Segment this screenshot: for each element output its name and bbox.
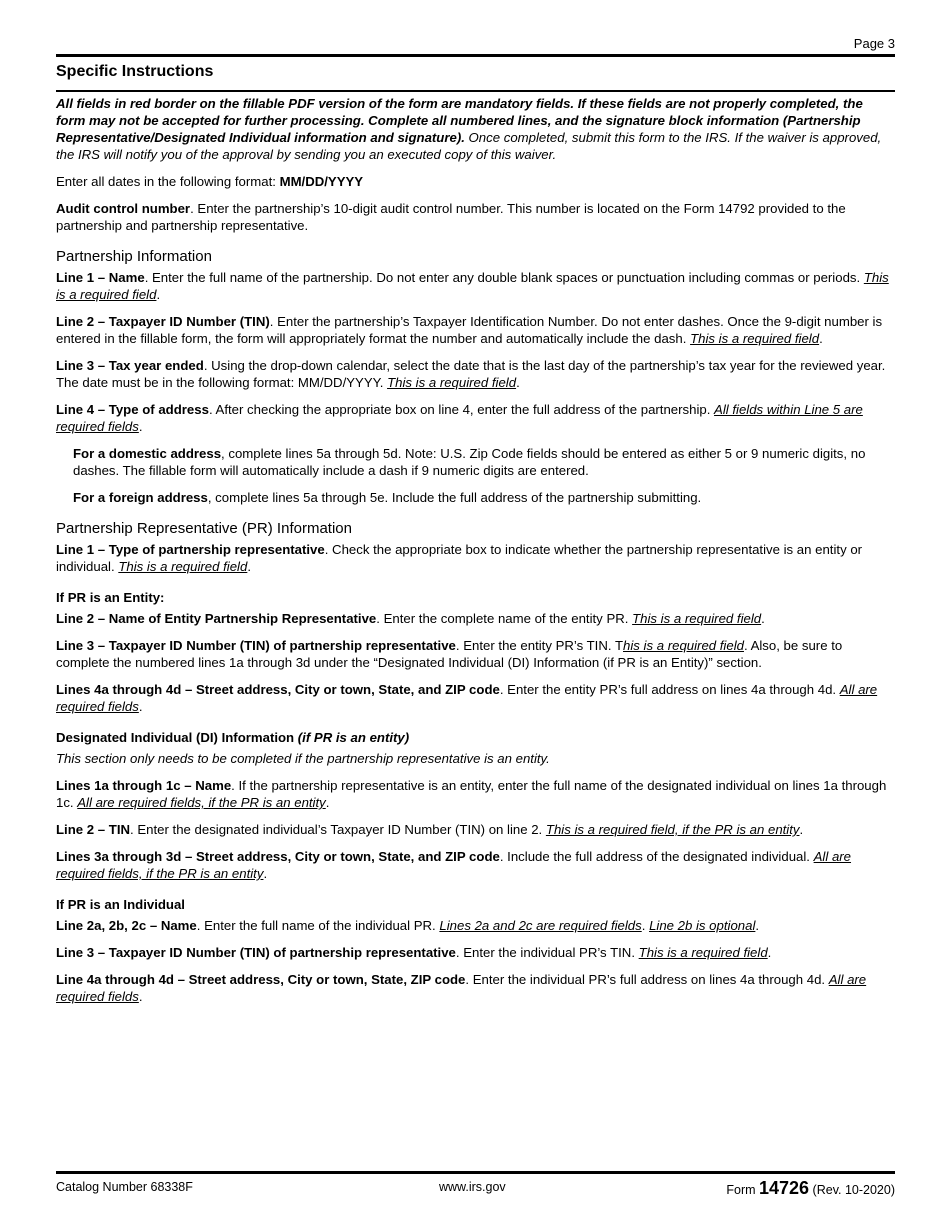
- partnership-line1: Line 1 – Name. Enter the full name of the partnership. Do not enter any double blank spaces or punctuation including commas or periods. This is a required field.: [56, 270, 889, 302]
- individual-line3: Line 3 – Taxpayer ID Number (TIN) of partnership representative. Enter the individual PR’s TIN. This is a required field.: [56, 945, 772, 960]
- page-title: Specific Instructions: [56, 63, 214, 80]
- entity-line2: Line 2 – Name of Entity Partnership Representative. Enter the complete name of the entity PR. This is a required field.: [56, 611, 765, 626]
- domestic-address-paragraph: For a domestic address, complete lines 5a through 5d. Note: U.S. Zip Code fields should be entered as either 5 or 9 numeric digits, no dashes. The fillable form will automatically include a dash if 9 numeric digits are entered.: [73, 446, 866, 478]
- partnership-line2: Line 2 – Taxpayer ID Number (TIN). Enter the partnership’s Taxpayer Identification Number. Do not enter dashes. Once the 9-digit number is entered in the fillable form, the form will appropriately format the number and automatically include the dash. This is a required field.: [56, 314, 883, 346]
- pr-heading: Partnership Representative (PR) Information: [56, 520, 352, 537]
- individual-line4: Line 4a through 4d – Street address, City or town, State, ZIP code. Enter the individual PR’s full address on lines 4a through 4d. All are required fields.: [56, 972, 867, 1004]
- individual-line2: Line 2a, 2b, 2c – Name. Enter the full name of the individual PR. Lines 2a and 2c are required fields. Line 2b is optional.: [56, 918, 760, 933]
- header-rule: [56, 54, 895, 57]
- entity-line4: Lines 4a through 4d – Street address, City or town, State, and ZIP code. Enter the entity PR’s full address on lines 4a through 4d. All are required fields.: [56, 682, 878, 714]
- individual-heading: If PR is an Individual: [56, 897, 185, 912]
- entity-line3: Line 3 – Taxpayer ID Number (TIN) of partnership representative. Enter the entity PR’s TIN. This is a required field. Also, be sure to complete the numbered lines 1a through 3d under the “Designated Individual (DI) Information (if PR is an Entity)” section.: [56, 638, 843, 670]
- page-number: Page 3: [853, 36, 895, 51]
- entity-heading: If PR is an Entity:: [56, 590, 165, 605]
- foreign-address-paragraph: For a foreign address, complete lines 5a through 5e. Include the full address of the partnership submitting.: [73, 490, 702, 505]
- date-format-paragraph: Enter all dates in the following format: MM/DD/YYYY: [56, 174, 364, 189]
- website-link[interactable]: www.irs.gov: [439, 1180, 506, 1194]
- catalog-number: Catalog Number 68338F: [56, 1180, 193, 1194]
- audit-paragraph: Audit control number. Enter the partnership’s 10-digit audit control number. This number is located on the Form 14792 provided to the partnership and partnership representative.: [56, 201, 846, 233]
- di-note: This section only needs to be completed if the partnership representative is an entity.: [56, 751, 550, 766]
- title-rule: [56, 90, 895, 92]
- pr-line1: Line 1 – Type of partnership representative. Check the appropriate box to indicate whether the partnership representative is an entity or individual. This is a required field.: [56, 542, 863, 574]
- di-line3: Lines 3a through 3d – Street address, City or town, State, and ZIP code. Include the full address of the designated individual. All are required fields, if the PR is an entity.: [56, 849, 852, 881]
- form-identifier: Form 14726 (Rev. 10-2020): [726, 1178, 895, 1198]
- footer-rule: [56, 1171, 895, 1174]
- partnership-line3: Line 3 – Tax year ended. Using the drop-down calendar, select the date that is the last day of the partnership’s tax year for the reviewed year. The date must be in the following format: MM/DD/YYYY. This is a required field.: [56, 358, 886, 390]
- intro-paragraph: All fields in red border on the fillable PDF version of the form are mandatory fields. If these fields are not properly completed, the form may not be accepted for further processing. Complete all numbered lines, and the signature block information (Partnership Representative/Designated Individual information and signature). Once completed, submit this form to the IRS. If the waiver is approved, the IRS will notify you of the approval by sending you an executed copy of this waiver.: [56, 96, 882, 162]
- partnership-heading: Partnership Information: [56, 248, 212, 265]
- di-line2: Line 2 – TIN. Enter the designated individual’s Taxpayer ID Number (TIN) on line 2. This is a required field, if the PR is an entity.: [56, 822, 804, 837]
- di-line1: Lines 1a through 1c – Name. If the partnership representative is an entity, enter the full name of the designated individual on lines 1a through 1c. All are required fields, if the PR is an entity.: [56, 778, 887, 810]
- instructions-body: [56, 95, 895, 1015]
- partnership-line4: Line 4 – Type of address. After checking the appropriate box on line 4, enter the full address of the partnership. All fields within Line 5 are required fields.: [56, 402, 863, 434]
- di-heading: Designated Individual (DI) Information (if PR is an entity): [56, 730, 410, 745]
